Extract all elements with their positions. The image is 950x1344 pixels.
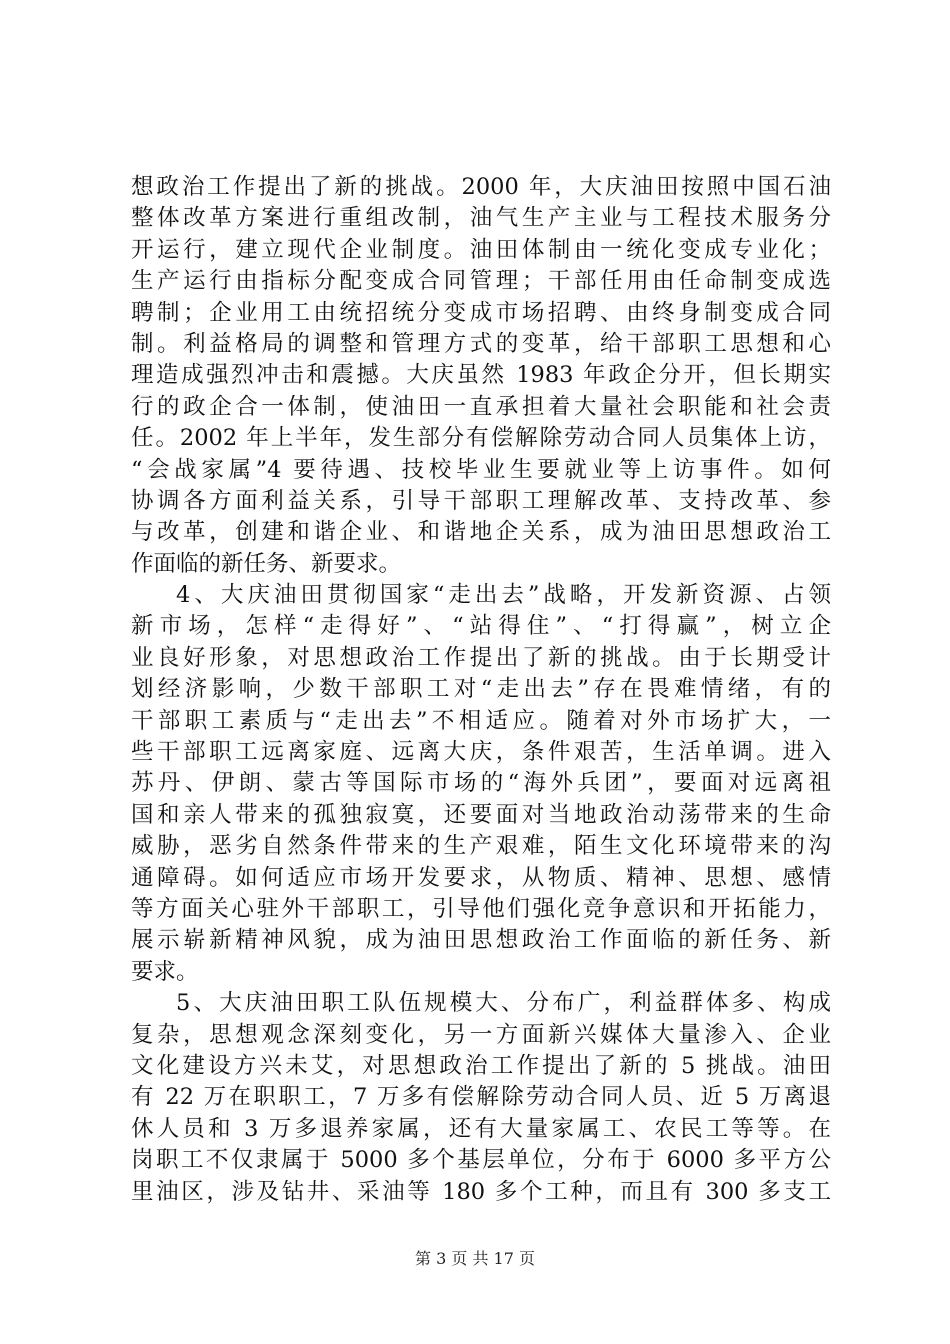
text-line: 制。利益格局的调整和管理方式的变革，给干部职工思想和心 (131, 330, 831, 357)
text-line: 有 22 万在职职工，7 万多有偿解除劳动合同人员、近 5 万离退 (131, 1084, 831, 1111)
paragraph-start-line: 4、大庆油田贯彻国家“走出去”战略，开发新资源、占领 (176, 582, 831, 609)
text-line: 开运行，建立现代企业制度。油田体制由一统化变成专业化； (131, 236, 831, 263)
text-line: 展示崭新精神风貌，成为油田思想政治工作面临的新任务、新 (131, 927, 831, 954)
text-line: 威胁，恶劣自然条件带来的生产艰难，陌生文化环境带来的沟 (131, 833, 831, 860)
text-line: 复杂，思想观念深刻变化，另一方面新兴媒体大量渗入、企业 (131, 1021, 831, 1048)
text-line: 理造成强烈冲击和震撼。大庆虽然 1983 年政企分开，但长期实 (131, 362, 831, 389)
text-line: 里油区，涉及钻井、采油等 180 多个工种，而且有 300 多支工 (131, 1178, 831, 1205)
text-line: 新市场，怎样“走得好”、“站得住”、“打得赢”，树立企 (131, 613, 831, 640)
text-line: 等方面关心驻外干部职工，引导他们强化竞争意识和开拓能力， (131, 895, 831, 922)
paragraph-start-line: 5、大庆油田职工队伍规模大、分布广，利益群体多、构成 (176, 990, 831, 1017)
page-number-footer: 第 3 页 共 17 页 (415, 1249, 535, 1268)
document-body (131, 172, 831, 1208)
text-line: 与改革，创建和谐企业、和谐地企关系，成为油田思想政治工 (131, 519, 831, 546)
text-line: 国和亲人带来的孤独寂寞，还要面对当地政治动荡带来的生命 (131, 801, 831, 828)
text-line: 行的政企合一体制，使油田一直承担着大量社会职能和社会责 (131, 393, 831, 420)
text-line: 要求。 (131, 958, 199, 985)
text-line: 想政治工作提出了新的挑战。2000 年，大庆油田按照中国石油 (131, 174, 831, 200)
text-line: 生产运行由指标分配变成合同管理；干部任用由任命制变成选 (131, 268, 831, 295)
text-line: 整体改革方案进行重组改制，油气生产主业与工程技术服务分 (131, 205, 831, 232)
text-line: 作面临的新任务、新要求。 (131, 550, 402, 577)
text-line: 协调各方面利益关系，引导干部职工理解改革、支持改革、参 (131, 487, 831, 514)
text-line: 任。2002 年上半年，发生部分有偿解除劳动合同人员集体上访， (131, 425, 831, 452)
text-line: 休人员和 3 万多退养家属，还有大量家属工、农民工等等。在 (131, 1115, 831, 1142)
text-line: 聘制；企业用工由统招统分变成市场招聘、由终身制变成合同 (131, 299, 831, 326)
text-line: 划经济影响，少数干部职工对“走出去”存在畏难情绪，有的 (131, 676, 831, 703)
text-line: 苏丹、伊朗、蒙古等国际市场的“海外兵团”，要面对远离祖 (131, 770, 831, 797)
text-line: “会战家属”4 要待遇、技校毕业生要就业等上访事件。如何 (131, 456, 831, 483)
text-line: 些干部职工远离家庭、远离大庆，条件艰苦，生活单调。进入 (131, 739, 831, 766)
text-line: 干部职工素质与“走出去”不相适应。随着对外市场扩大，一 (131, 707, 831, 734)
text-line: 业良好形象，对思想政治工作提出了新的挑战。由于长期受计 (131, 644, 831, 671)
text-line: 通障碍。如何适应市场开发要求，从物质、精神、思想、感情 (131, 864, 831, 891)
text-line: 文化建设方兴未艾，对思想政治工作提出了新的 5 挑战。油田 (131, 1052, 831, 1079)
text-line: 岗职工不仅隶属于 5000 多个基层单位，分布于 6000 多平方公 (131, 1147, 831, 1174)
